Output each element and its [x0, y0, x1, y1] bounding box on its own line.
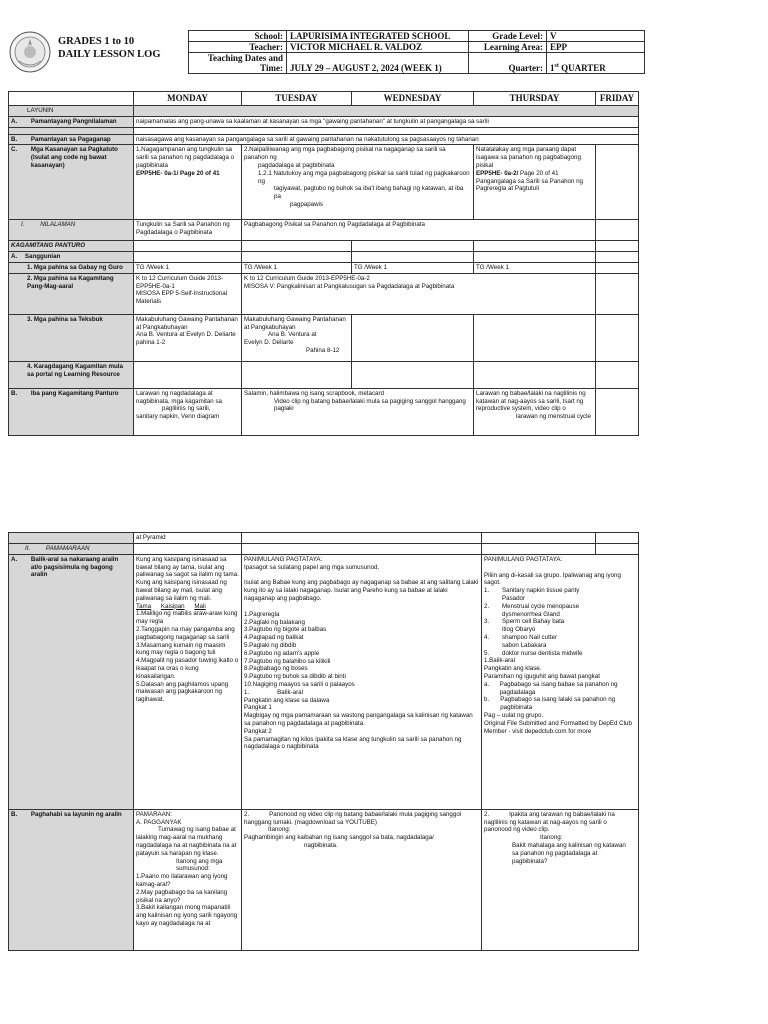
nilalaman-tuesday: Pagbabagong Pisikal sa Panahon ng Pagdadalaga at Pagbibinata — [242, 220, 596, 241]
balik-aral-monday: Kung ang kaisipang isinasaad sa bawat bilang ay tama, isulat ang paliwanag sa sagot sa ilalim ng tama. Kung ang kaisipang isinasaad ng bawat bilang ay mali, isulat ang paliwanag sa ilalim ng mali. Tama Kaisipan Mali 1.Maliligo ng mabilis araw-araw kung may regla 2.Tanggapin na may pangamba ang pagbabagong nagaganap sa sarili 3.Masamang kumain ng maasim kung may regla o bagong tuli 4.Magpalit ng pasador tuwing ikatlo o ikaapat na oras o kung kinakailangan. 5.Dalasan ang paghilamos upang maiwasan ang pagkakaroon ng tagihawat. — [134, 554, 242, 809]
portal-learning-resource-label: 4. Karagdagang Kagamitan mula sa portal ng Learning Resource — [9, 361, 134, 388]
iba-kagamitan-monday: Larawan ng nagdadalaga at nagbibinata, mga kagamitan sa paglilinis ng sarili, sanitary napkin, Venn diagram — [134, 388, 242, 435]
pamantayan-pagaganap-text: naisasagawa ang kasanayan sa pangangalaga sa sarili at gawaing pantahanan na nakatutulong sa pagsasaayos ng tahanan — [134, 134, 639, 145]
teacher-label: Teacher: — [189, 42, 287, 53]
day-wednesday: WEDNESDAY — [352, 92, 474, 106]
pyramid-text: at Pyramid — [134, 533, 242, 544]
pamantayang-pangnilalaman-text: naipamamalas ang pang-unawa sa kaalaman at kasanayan sa mga "gawaing pantahanan" at tungkulin at pangangalaga sa sarili — [134, 116, 639, 127]
quarter-value: 1st QUARTER — [547, 53, 645, 74]
teksbuk-label: 3. Mga pahina sa Teksbuk — [9, 314, 134, 361]
pamamaraan-heading: II. PAMAMARAAN — [9, 544, 134, 555]
gabay-guro-label: 1. Mga pahina sa Gabay ng Guro — [9, 262, 134, 273]
balik-aral-tuesday: PANIMULANG PAGTATAYA: Ipasagot sa sulatang papel ang mga sumusunod. Isulat ang Babae kung ang pagbabago ay nagaganap sa babae at ang salitang Lalaki kung ito ay sa lalaki nagaganap. Isulat ang Pareho kung sa babae at lalaki nagaganap ang pagbabago. 1.Pagreregla 2.Paglaki ng balakang 3.Pagtubo ng bigote at balbas 4.Paglapad ng balikat 5.Paglaki ng dibdib 6.Pagtubo ng adam's apple 7.Pagtubo ng balahibo sa kilikili 8.Pagbabago ng boses 9.Pagtubo ng buhok sa dibdib at binti 10.Nagiging maayos sa sarili o palaayos 1. Balik-aral Pangkatin ang klase sa dalawa Pangkat 1 Magbigay ng mga pamamaraan sa wastong pangangalaga sa kalinisan ng katawan sa panahon ng pagdadalaga at pagbibinata. Pangkat 2 Sa pamamagitan ng kilos ipakita sa klase ang tungkulin sa sarili sa panahon ng nagdadalaga o nagbibinata — [242, 554, 482, 809]
kasanayan-monday: 1.Nagagampanan ang tungkulin sa sarili sa panahon ng pagdadalaga o pagbibinata EPP5HE- 0a-1/ Page 20 of 41 — [134, 145, 242, 220]
tg-monday: TG /Week 1 — [134, 262, 242, 273]
nilalaman-heading: I. NILALAMAN — [9, 220, 134, 241]
balik-aral-thursday: PANIMULANG PAGTATAYA: Piliin ang di-kasali sa grupo. Ipaliwanag ang iyong sagot. 1. Sanitary napkin tissue panty Pasador 2. Menstrual cycle menopause dysmenorrhea Gland 3. Sperm cell Bahay bata itlog Obaryo 4. shampoo Nail cutter sabon Labakara 5. doktor nurse dentista midwife 1.Balik-aral Pangkatin ang klase. Paramihan ng iguguhit ang bawat pangkat a. Pagbabago sa isang babae sa panahon ng pagdadalaga b. Pagbabago sa isang lalaki sa panahon ng pagbibinata Pag – uulat ng grupo. Original File Submitted and Formatted by DepEd Club Member - visit depedclub.com for more — [482, 554, 639, 809]
quarter-label: Quarter: — [469, 53, 547, 74]
learning-area-value: EPP — [547, 42, 645, 53]
kasanayan-label: C. Mga Kasanayan sa Pagkatuto (Isulat ang code ng bawat kasanayan) — [9, 145, 134, 220]
deped-seal-logo — [9, 31, 51, 73]
day-friday: FRIDAY — [596, 92, 639, 106]
kagamitang-panturo-heading: KAGAMITANG PANTURO — [9, 241, 134, 252]
sanggunian-label: A. Sanggunian — [9, 252, 134, 263]
teksbuk-monday: Makabuluhang Gawaing Pantahanan at Pangkabuhayan Ana B. Ventura at Evelyn D. Deliarte pahina 1-2 — [134, 314, 242, 361]
iba-kagamitan-thursday: Larawan ng babae/lalaki na naglilinis ng katawan at nag-aayos sa sarili, tsart ng reproductive system, video clip o larawan ng menstrual cycle — [474, 388, 596, 435]
tg-thursday: TG /Week 1 — [474, 262, 596, 273]
school-value: LAPURISIMA INTEGRATED SCHOOL — [287, 31, 469, 42]
day-monday: MONDAY — [134, 92, 242, 106]
grade-level-value: V — [547, 31, 645, 42]
pamantayang-pangnilalaman-label: A. Pamantayang Pangnilalaman — [9, 116, 134, 127]
teksbuk-tuesday: Makabuluhang Gawaing Pantahanan at Pangkabuhayan Ana B. Ventura at Evelyn D. Deliarte Pahina 8-12 — [242, 314, 352, 361]
pagtataya-item-4: 4. shampoo Nail cutter sabon Labakara — [484, 633, 558, 649]
pagtataya-item-2: 2. Menstrual cycle menopause dysmenorrhea Gland — [484, 602, 580, 618]
header-info-table — [188, 30, 645, 74]
kagamitang-mag-aaral-monday: K to 12 Curriculum Guide 2013-EPP5HE-0a-1 MISOSA EPP 5-Self-Instructional Materials — [134, 273, 242, 314]
title-line-1: GRADES 1 to 10 — [58, 36, 135, 47]
iba-kagamitan-tuesday: Salamin, halimbawa ng isang scrapbook, metacard Video clip ng batang babae/lalaki mula sa pagiging sanggol hanggang paglaki — [242, 388, 474, 435]
kasanayan-thursday: Natatalakay ang mga paraang dapat isagawa sa panahon ng pagbabagong pisikal EPP5HE- 0a-2/ Page 20 of 41 Pangangalaga sa Sarili sa Panahon ng Pagreregla at Pagtutuli — [474, 145, 596, 220]
paghahabi-tuesday: 2. Panonood ng video clip ng batang babae/lalaki mula pagiging sanggol hanggang lumaki. (magdownload sa YOUTUBE) Itanong: Paghambingin ang kaibahan ng isang sanggol sa bata, nagdadalaga/ nagbibinata. — [242, 809, 482, 950]
pamantayan-pagaganap-label: B. Pamantayan sa Pagaganap — [9, 134, 134, 145]
day-header-row — [9, 92, 639, 106]
kagamitang-pang-mag-aaral-label: 2. Mga pahina sa Kagamitang Pang-Mag-aaral — [9, 273, 134, 314]
day-thursday: THURSDAY — [474, 92, 596, 106]
lesson-table-part-1 — [8, 91, 639, 436]
document-title — [58, 35, 161, 61]
paghahabi-thursday: 2. Ipakita ang larawan ng babae/lalaki na naglilinis ng katawan at nag-aayos ng sarili o panonood ng video clip. Itanong: Bakit mahalaga ang kalinisan ng katawan sa panahon ng pagdadalaga at pagbibinata? — [482, 809, 639, 950]
lesson-table-part-2 — [8, 532, 639, 951]
school-label: School: — [189, 31, 287, 42]
teaching-dates-label: Teaching Dates and Time: — [189, 53, 287, 74]
kasanayan-tuesday: 2.Naipaliliwanag ang mga pagbabagong pisikal na nagaganap sa sarili sa panahon ng pagdadalaga at pagbibinata 1.2.1 Natutukoy ang mga pagbabagong pisikal sa sarili tulad ng pagkakaroon ng tagiyawat, pagtubo ng buhok sa iba't ibang bahagi ng katawan, at iba pa pagpapawis — [242, 145, 474, 220]
kagamitang-mag-aaral-tuesday: K to 12 Curriculum Guide 2013-EPP5HE-0a-2 MISOSA V: Pangkalinisan at Pangkalusugan sa Pagdadalaga at Pagbibinata — [242, 273, 596, 314]
tg-wednesday: TG /Week 1 — [352, 262, 474, 273]
title-line-2: DAILY LESSON LOG — [58, 49, 161, 60]
balik-aral-label: A. Balik-aral sa nakaraang aralin at/o pagsisimula ng bagong aralin — [9, 554, 134, 809]
paghahabi-monday: PAMARAAN: A. PAGGANYAK Tumawag ng isang babae at lalaking mag-aaral na mukhang nagdadalaga na at nagbibinata na at patayuin sa harapan ng klase. Itanong ang mga sumusunod: 1.Paano mo ilalarawan ang iyong kamag-aral? 2.May pagbabago ba sa kanilang pisikal na anyo? 3.Bakit kailangan mong mapanatili ang kalinisan ng iyong sarili ngayong kayo ay nagdadalaga na at — [134, 809, 242, 950]
teacher-value: VICTOR MICHAEL R. VALDOZ — [287, 42, 469, 53]
pagtataya-item-5: 5. doktor nurse dentista midwife — [484, 649, 583, 657]
nilalaman-monday: Tungkulin sa Sarili sa Panahon ng Pagdadalaga o Pagbibinata — [134, 220, 242, 241]
pagtataya-item-1: 1. Sanitary napkin tissue panty Pasador — [484, 587, 580, 602]
learning-area-label: Learning Area: — [469, 42, 547, 53]
tg-tuesday: TG /Week 1 — [242, 262, 352, 273]
layunin-heading: LAYUNIN — [9, 106, 134, 117]
grade-level-label: Grade Level: — [469, 31, 547, 42]
paghahabi-label: B. Paghahabi sa layunin ng aralin — [9, 809, 134, 950]
day-tuesday: TUESDAY — [242, 92, 352, 106]
iba-pang-kagamitan-label: B. Iba pang Kagamitang Panturo — [9, 388, 134, 435]
pagtataya-item-3: 3. Sperm cell Bahay bata itlog Obaryo — [484, 618, 565, 634]
teaching-dates-value: JULY 29 – AUGUST 2, 2024 (WEEK 1) — [287, 53, 469, 74]
